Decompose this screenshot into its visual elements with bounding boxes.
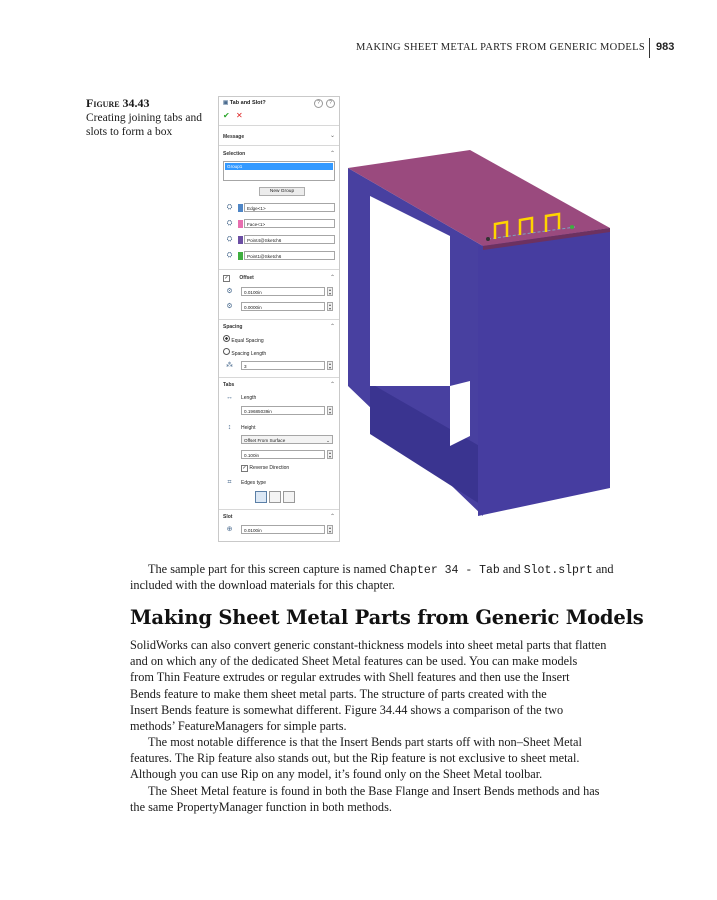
file-name-1: Chapter 34 - Tab bbox=[389, 564, 500, 577]
paragraph-2: The most notable difference is that the Insert Bends part starts off with non–Sheet Metal features. The Rip feature also stands out, but the Rip feature is not exclusive to sheet metal. Although you can use Rip on any model, it’s found only on the Sheet Metal toolbar. bbox=[130, 735, 582, 782]
chevron-up-icon[interactable]: ⌃ bbox=[329, 324, 335, 330]
chevron-up-icon[interactable]: ⌃ bbox=[329, 382, 335, 388]
face-color-chip bbox=[238, 220, 243, 228]
spacing-length-label: Spacing Length bbox=[231, 351, 267, 357]
face-field[interactable]: Face<1> bbox=[244, 219, 335, 228]
offset-end-icon: ⚙ bbox=[226, 303, 233, 310]
tabs-section-label: Tabs bbox=[223, 382, 235, 388]
end-point-color-chip bbox=[238, 252, 243, 260]
chevron-up-icon[interactable]: ⌃ bbox=[329, 514, 335, 520]
offset-start-field[interactable]: 0.0100in bbox=[241, 287, 325, 296]
spacing-section-label: Spacing bbox=[223, 324, 243, 330]
page-number: 983 bbox=[656, 41, 675, 53]
slot-clearance-spinner[interactable]: ▴ ▾ bbox=[328, 525, 331, 534]
chevron-up-icon[interactable]: ⌃ bbox=[329, 275, 335, 281]
select-face-icon: ⛭ bbox=[226, 220, 233, 227]
reverse-direction-label: Reverse Direction bbox=[249, 465, 290, 471]
panel-title: ▣ Tab and Slot? bbox=[223, 100, 266, 106]
sheet-metal-box-model bbox=[340, 96, 610, 516]
slot-clearance-icon: ⊕ bbox=[226, 526, 233, 533]
selection-section-label[interactable]: Selection bbox=[223, 151, 246, 157]
edge-color-chip bbox=[238, 204, 243, 212]
end-point-field[interactable]: Point1@Sketch6 bbox=[244, 251, 335, 260]
tab-slot-feature-icon: ▣ bbox=[223, 100, 230, 106]
tab-and-slot-property-manager bbox=[218, 96, 340, 542]
box-opening-right bbox=[450, 381, 470, 446]
offset-start-spinner[interactable]: ▴ ▾ bbox=[328, 287, 331, 296]
running-head-divider bbox=[649, 38, 650, 58]
tab-height-field[interactable]: 0.100in bbox=[241, 450, 325, 459]
figure-caption-text: Creating joining tabs and slots to form a box bbox=[86, 111, 202, 138]
figure-label: Figure 34.43 bbox=[86, 96, 150, 110]
start-point-marker bbox=[486, 237, 490, 241]
section-heading: Making Sheet Metal Parts from Generic Models bbox=[130, 606, 644, 629]
equal-spacing-radio[interactable] bbox=[223, 335, 230, 342]
figure-caption bbox=[86, 96, 211, 140]
edges-type-icon: ⌗ bbox=[227, 479, 232, 486]
tab-length-icon: ↔ bbox=[226, 394, 233, 401]
height-mode-select[interactable]: Offset From Surface ⌄ bbox=[241, 435, 333, 444]
file-name-2: Slot.slprt bbox=[523, 564, 593, 577]
x-icon[interactable]: ✕ bbox=[235, 111, 243, 120]
chevron-down-icon: ⌄ bbox=[326, 438, 330, 443]
help-icon-2[interactable]: ? bbox=[326, 99, 335, 108]
instance-count-icon: ⁂ bbox=[226, 362, 233, 369]
start-point-color-chip bbox=[238, 236, 243, 244]
sharp-edges-icon[interactable] bbox=[255, 491, 267, 503]
intro-paragraph-line-2: included with the download materials for this chapter. bbox=[130, 578, 395, 592]
start-point-field[interactable]: Point4@Sketch6 bbox=[244, 235, 335, 244]
offset-section-label: Offset bbox=[239, 275, 254, 281]
offset-start-icon: ⚙ bbox=[226, 288, 233, 295]
select-edge-icon: ⛭ bbox=[226, 204, 233, 211]
help-icon[interactable]: ? bbox=[314, 99, 323, 108]
group-item[interactable]: Group1 bbox=[225, 163, 333, 170]
tab-height-spinner[interactable]: ▴ ▾ bbox=[328, 450, 331, 459]
fillet-edges-icon[interactable] bbox=[269, 491, 281, 503]
instance-count-spinner[interactable]: ▴ ▾ bbox=[328, 361, 331, 370]
running-head: MAKING SHEET METAL PARTS FROM GENERIC MODELS bbox=[355, 42, 645, 53]
new-group-button[interactable]: New Group bbox=[259, 187, 305, 196]
spacing-length-radio[interactable] bbox=[223, 348, 230, 355]
check-icon[interactable]: ✔ bbox=[223, 111, 230, 120]
offset-checkbox[interactable]: ✓ bbox=[224, 275, 229, 281]
instance-count-field[interactable]: 3 bbox=[241, 361, 325, 370]
slot-clearance-field[interactable]: 0.0100in bbox=[241, 525, 325, 534]
message-section-label[interactable]: Message bbox=[223, 134, 245, 140]
paragraph-3: The Sheet Metal feature is found in both the Base Flange and Insert Bends methods and has the same PropertyManager function in both methods. bbox=[130, 784, 600, 815]
reverse-direction-checkbox[interactable]: ✓ bbox=[242, 465, 247, 471]
equal-spacing-label: Equal Spacing bbox=[231, 338, 264, 344]
select-start-point-icon: ⛭ bbox=[226, 236, 233, 243]
chevron-up-icon[interactable]: ⌃ bbox=[329, 151, 335, 157]
offset-end-spinner[interactable]: ▴ ▾ bbox=[328, 302, 331, 311]
tab-length-label: Length bbox=[241, 395, 257, 401]
offset-end-field[interactable]: 0.0000in bbox=[241, 302, 325, 311]
tab-height-icon: ↕ bbox=[227, 424, 232, 431]
chevron-down-icon[interactable]: ⌄ bbox=[329, 133, 335, 139]
edge-field[interactable]: Edge<1> bbox=[244, 203, 335, 212]
intro-paragraph: The sample part for this screen capture is named Chapter 34 - Tab and Slot.slprt and bbox=[148, 562, 614, 577]
chamfer-edges-icon[interactable] bbox=[283, 491, 295, 503]
paragraph-1: SolidWorks can also convert generic constant-thickness models into sheet metal parts that flatten and on which any of the dedicated Sheet Metal features can be used. You can make models from Thin Feature extrudes or regular extrudes with Shell features and then use the Insert Bends feature to make them sheet metal parts. The structure of parts created with the Insert Bends feature is somewhat different. Figure 34.44 shows a comparison of the two methods’ FeatureManagers for simple parts. bbox=[130, 638, 607, 734]
tab-height-label: Height bbox=[241, 425, 256, 431]
select-end-point-icon: ⛭ bbox=[226, 252, 233, 259]
group-list[interactable] bbox=[223, 161, 335, 181]
tab-length-field[interactable]: 0.19685039in bbox=[241, 406, 325, 415]
box-right-wall bbox=[478, 228, 610, 516]
edges-type-label: Edges type bbox=[241, 480, 267, 486]
end-point-marker bbox=[570, 225, 574, 229]
tab-length-spinner[interactable]: ▴ ▾ bbox=[328, 406, 331, 415]
slot-section-label: Slot bbox=[223, 514, 233, 520]
